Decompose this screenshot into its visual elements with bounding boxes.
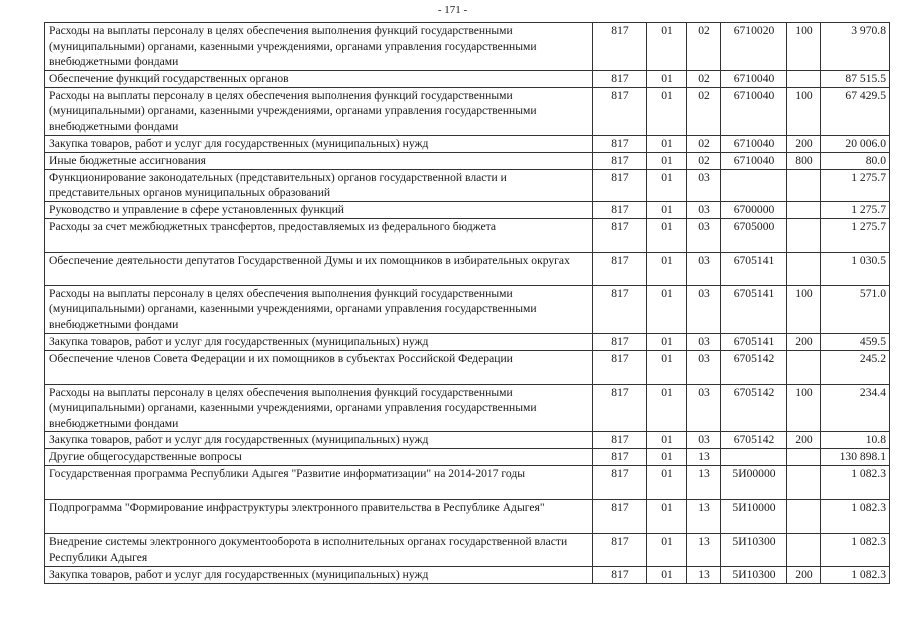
- row-sum: 1 275.7: [821, 218, 890, 252]
- row-pr: 03: [687, 384, 721, 432]
- row-name: Закупка товаров, работ и услуг для государственных (муниципальных) нужд: [45, 566, 593, 583]
- row-pr: 02: [687, 152, 721, 169]
- row-pr: 13: [687, 534, 721, 566]
- row-name: Обеспечение членов Совета Федерации и их помощников в субъектах Российской Федерации: [45, 350, 593, 384]
- row-ved: 817: [593, 500, 647, 534]
- row-sum: 245.2: [821, 350, 890, 384]
- row-sum: 130 898.1: [821, 449, 890, 466]
- row-csr: 6705000: [721, 218, 787, 252]
- table-row: [45, 252, 890, 285]
- row-csr: 5И00000: [721, 466, 787, 500]
- row-name: Расходы на выплаты персоналу в целях обеспечения выполнения функций государственными (муниципальными) органами, казенными учреждениями, органами управления государственными внебюджетными фондами: [45, 87, 593, 135]
- row-sum: 1 082.3: [821, 566, 890, 583]
- row-csr: [721, 449, 787, 466]
- table-row: [45, 566, 890, 583]
- table-row: [45, 169, 890, 201]
- row-ved: 817: [593, 252, 647, 285]
- row-rz: 01: [647, 466, 687, 500]
- row-pr: 03: [687, 333, 721, 350]
- row-name: Расходы на выплаты персоналу в целях обеспечения выполнения функций государственными (муниципальными) органами, казенными учреждениями, органами управления государственными внебюджетными фондами: [45, 285, 593, 333]
- row-ved: 817: [593, 285, 647, 333]
- row-ved: 817: [593, 566, 647, 583]
- row-rz: 01: [647, 333, 687, 350]
- table-row: [45, 70, 890, 87]
- row-sum: 571.0: [821, 285, 890, 333]
- row-vr: [787, 350, 821, 384]
- row-pr: 03: [687, 285, 721, 333]
- row-sum: 20 006.0: [821, 135, 890, 152]
- table-row: [45, 152, 890, 169]
- table-row: [45, 466, 890, 500]
- table-row: [45, 350, 890, 384]
- row-ved: 817: [593, 218, 647, 252]
- row-vr: 200: [787, 432, 821, 449]
- row-vr: [787, 449, 821, 466]
- row-name: Закупка товаров, работ и услуг для государственных (муниципальных) нужд: [45, 432, 593, 449]
- table-row: [45, 87, 890, 135]
- row-vr: 200: [787, 333, 821, 350]
- row-ved: 817: [593, 152, 647, 169]
- row-csr: [721, 169, 787, 201]
- row-ved: 817: [593, 201, 647, 218]
- row-name: Расходы за счет межбюджетных трансфертов, предоставляемых из федерального бюджета: [45, 218, 593, 252]
- row-ved: 817: [593, 449, 647, 466]
- row-csr: 5И10300: [721, 566, 787, 583]
- row-pr: 03: [687, 218, 721, 252]
- row-csr: 6705142: [721, 384, 787, 432]
- row-sum: 10.8: [821, 432, 890, 449]
- row-sum: 67 429.5: [821, 87, 890, 135]
- row-sum: 1 030.5: [821, 252, 890, 285]
- row-sum: 1 275.7: [821, 201, 890, 218]
- row-csr: 5И10300: [721, 534, 787, 566]
- table-row: [45, 285, 890, 333]
- table-row: [45, 135, 890, 152]
- row-ved: 817: [593, 466, 647, 500]
- row-sum: 1 082.3: [821, 500, 890, 534]
- row-rz: 01: [647, 135, 687, 152]
- row-sum: 87 515.5: [821, 70, 890, 87]
- row-pr: 02: [687, 70, 721, 87]
- row-vr: 100: [787, 384, 821, 432]
- row-rz: 01: [647, 432, 687, 449]
- row-pr: 03: [687, 252, 721, 285]
- row-vr: [787, 169, 821, 201]
- row-vr: 800: [787, 152, 821, 169]
- row-ved: 817: [593, 432, 647, 449]
- row-pr: 03: [687, 201, 721, 218]
- row-sum: 234.4: [821, 384, 890, 432]
- row-name: Функционирование законодательных (представительных) органов государственной власти и представительных органов муниципальных образований: [45, 169, 593, 201]
- row-ved: 817: [593, 384, 647, 432]
- table-row: [45, 23, 890, 71]
- row-rz: 01: [647, 285, 687, 333]
- row-rz: 01: [647, 218, 687, 252]
- row-ved: 817: [593, 23, 647, 71]
- row-vr: 200: [787, 566, 821, 583]
- row-csr: 6705142: [721, 350, 787, 384]
- row-vr: [787, 500, 821, 534]
- row-rz: 01: [647, 87, 687, 135]
- row-rz: 01: [647, 500, 687, 534]
- row-vr: [787, 70, 821, 87]
- row-vr: 100: [787, 285, 821, 333]
- row-pr: 13: [687, 466, 721, 500]
- row-csr: 6710040: [721, 152, 787, 169]
- row-rz: 01: [647, 23, 687, 71]
- row-vr: 200: [787, 135, 821, 152]
- row-rz: 01: [647, 201, 687, 218]
- table-row: [45, 500, 890, 534]
- row-name: Подпрограмма "Формирование инфраструктуры электронного правительства в Республике Адыгея": [45, 500, 593, 534]
- row-sum: 3 970.8: [821, 23, 890, 71]
- row-rz: 01: [647, 449, 687, 466]
- row-rz: 01: [647, 566, 687, 583]
- table-row: [45, 333, 890, 350]
- row-rz: 01: [647, 252, 687, 285]
- row-name: Внедрение системы электронного документооборота в исполнительных органах государственной власти Республики Адыгея: [45, 534, 593, 566]
- row-name: Расходы на выплаты персоналу в целях обеспечения выполнения функций государственными (муниципальными) органами, казенными учреждениями, органами управления государственными внебюджетными фондами: [45, 384, 593, 432]
- row-pr: 02: [687, 23, 721, 71]
- row-name: Закупка товаров, работ и услуг для государственных (муниципальных) нужд: [45, 333, 593, 350]
- row-ved: 817: [593, 534, 647, 566]
- row-rz: 01: [647, 152, 687, 169]
- row-rz: 01: [647, 384, 687, 432]
- row-csr: 6710020: [721, 23, 787, 71]
- row-ved: 817: [593, 135, 647, 152]
- row-pr: 02: [687, 87, 721, 135]
- row-ved: 817: [593, 70, 647, 87]
- row-vr: 100: [787, 87, 821, 135]
- row-pr: 13: [687, 566, 721, 583]
- row-name: Закупка товаров, работ и услуг для государственных (муниципальных) нужд: [45, 135, 593, 152]
- row-vr: 100: [787, 23, 821, 71]
- row-csr: 6705141: [721, 285, 787, 333]
- row-name: Иные бюджетные ассигнования: [45, 152, 593, 169]
- page-number: - 171 -: [437, 4, 468, 16]
- row-csr: 6710040: [721, 135, 787, 152]
- row-csr: 6710040: [721, 70, 787, 87]
- table-row: [45, 432, 890, 449]
- table-row: [45, 218, 890, 252]
- row-rz: 01: [647, 70, 687, 87]
- row-ved: 817: [593, 169, 647, 201]
- row-sum: 1 082.3: [821, 534, 890, 566]
- row-vr: [787, 218, 821, 252]
- row-name: Расходы на выплаты персоналу в целях обеспечения выполнения функций государственными (муниципальными) органами, казенными учреждениями, органами управления государственными внебюджетными фондами: [45, 23, 593, 71]
- row-csr: 6700000: [721, 201, 787, 218]
- row-ved: 817: [593, 350, 647, 384]
- row-vr: [787, 201, 821, 218]
- row-vr: [787, 466, 821, 500]
- row-name: Государственная программа Республики Адыгея "Развитие информатизации" на 2014-2017 годы: [45, 466, 593, 500]
- row-csr: 6705141: [721, 252, 787, 285]
- row-ved: 817: [593, 87, 647, 135]
- row-rz: 01: [647, 534, 687, 566]
- row-pr: 03: [687, 432, 721, 449]
- budget-table: [44, 22, 890, 584]
- row-rz: 01: [647, 169, 687, 201]
- row-sum: 1 275.7: [821, 169, 890, 201]
- row-csr: 5И10000: [721, 500, 787, 534]
- row-vr: [787, 252, 821, 285]
- row-sum: 1 082.3: [821, 466, 890, 500]
- row-csr: 6705142: [721, 432, 787, 449]
- row-rz: 01: [647, 350, 687, 384]
- row-pr: 02: [687, 135, 721, 152]
- row-name: Обеспечение деятельности депутатов Государственной Думы и их помощников в избирательных округах: [45, 252, 593, 285]
- row-csr: 6710040: [721, 87, 787, 135]
- row-pr: 03: [687, 350, 721, 384]
- row-pr: 03: [687, 169, 721, 201]
- row-vr: [787, 534, 821, 566]
- row-ved: 817: [593, 333, 647, 350]
- table-row: [45, 534, 890, 566]
- row-pr: 13: [687, 449, 721, 466]
- row-name: Обеспечение функций государственных органов: [45, 70, 593, 87]
- row-sum: 80.0: [821, 152, 890, 169]
- row-pr: 13: [687, 500, 721, 534]
- row-csr: 6705141: [721, 333, 787, 350]
- row-name: Другие общегосударственные вопросы: [45, 449, 593, 466]
- table-row: [45, 384, 890, 432]
- table-row: [45, 449, 890, 466]
- row-sum: 459.5: [821, 333, 890, 350]
- row-name: Руководство и управление в сфере установленных функций: [45, 201, 593, 218]
- table-row: [45, 201, 890, 218]
